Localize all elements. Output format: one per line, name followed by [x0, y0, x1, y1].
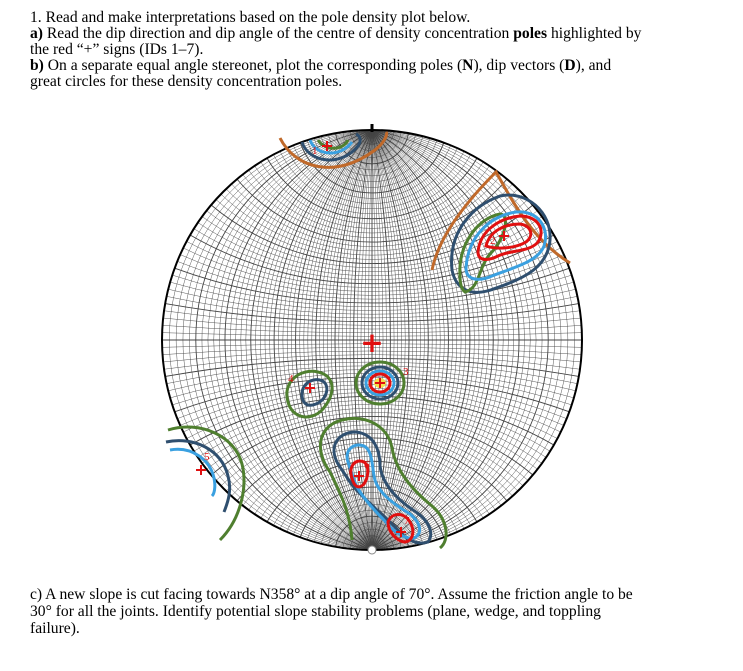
- part-b-text-3: ), and: [575, 57, 612, 74]
- part-b: [30, 58, 720, 74]
- pole-label-6: 6: [364, 459, 370, 471]
- part-a-text-2: highlighted by: [547, 25, 642, 42]
- part-c-line3: failure).: [30, 620, 80, 637]
- question-block: [30, 10, 720, 90]
- part-b-d: D: [564, 57, 576, 74]
- part-a: [30, 26, 720, 42]
- part-a-bold: poles: [513, 25, 548, 42]
- pole-label-4: 4: [288, 373, 294, 385]
- part-c-line1: c) A new slope is cut facing towards N358° at a dip angle of 70°. Assume the friction angle to be: [30, 586, 633, 603]
- part-c-line2: 30° for all the joints. Identify potential slope stability problems (plane, wedge, and toppling: [30, 603, 601, 620]
- pole-label-2: 2: [490, 235, 496, 247]
- part-b-n: N: [462, 57, 474, 74]
- part-a-prefix: a): [30, 25, 43, 42]
- pole-label-5: 5: [204, 451, 210, 463]
- part-b-text-2: ), dip vectors (: [473, 57, 565, 74]
- pole-label-3: 3: [403, 366, 409, 378]
- part-b-prefix: b): [30, 57, 44, 74]
- part-c-block: [30, 586, 720, 637]
- pole-density-stereonet: [160, 120, 590, 560]
- part-a-line2: the red “+” signs (IDs 1–7).: [30, 41, 204, 58]
- pole-label-1: 1: [312, 145, 318, 157]
- south-marker: [368, 546, 376, 554]
- pole-label-7: 7: [404, 515, 410, 527]
- part-a-text-1: Read the dip direction and dip angle of the centre of density concentration: [43, 25, 514, 42]
- part-b-line2: great circles for these density concentration poles.: [30, 73, 343, 90]
- question-heading: 1. Read and make interpretations based on the pole density plot below.: [30, 9, 471, 26]
- center-mark: +: [360, 326, 384, 359]
- part-b-text-1: On a separate equal angle stereonet, plot the corresponding poles (: [43, 57, 463, 74]
